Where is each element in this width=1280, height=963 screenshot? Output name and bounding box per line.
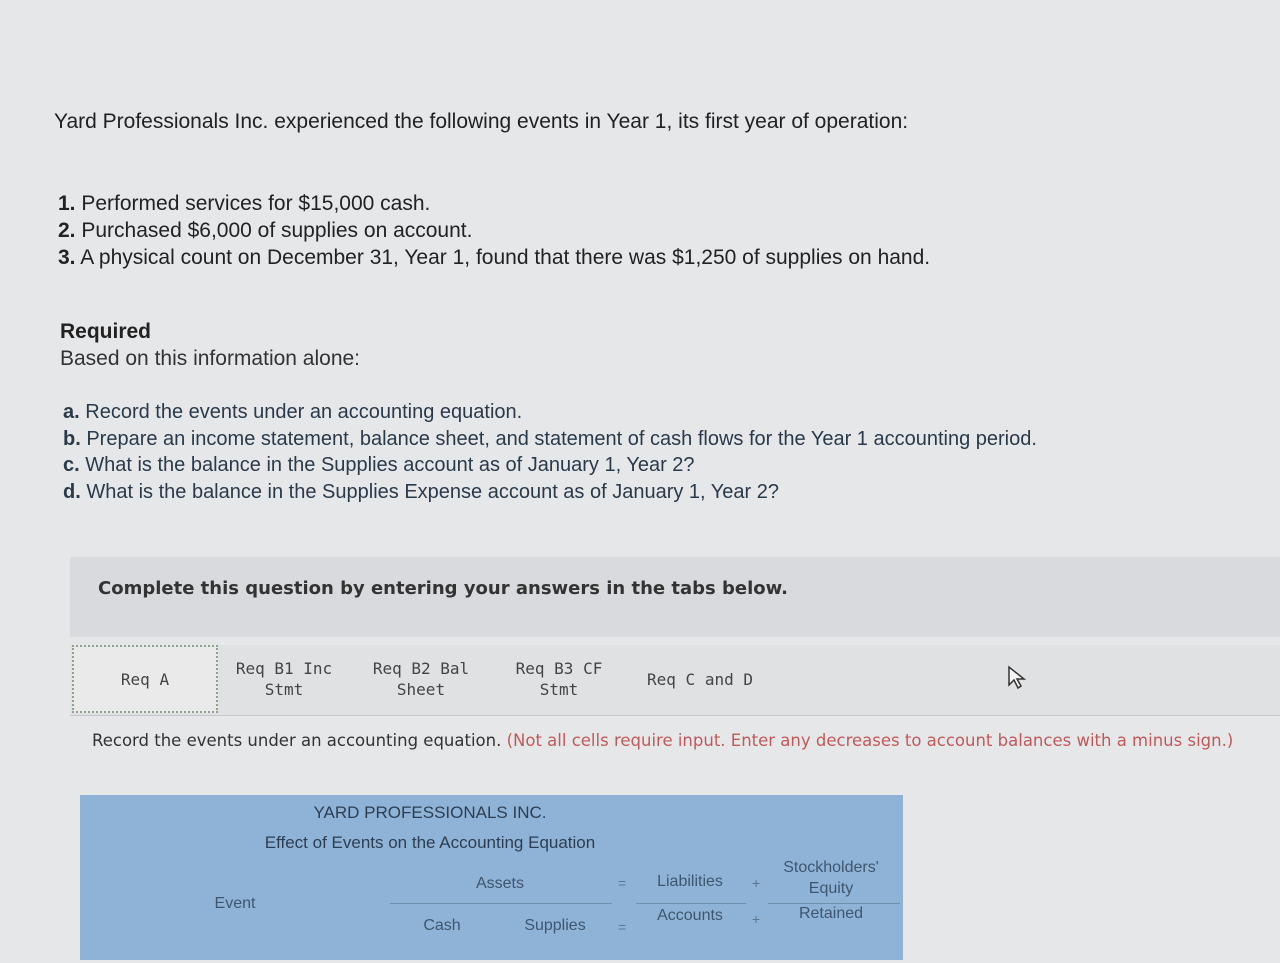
- event-list: [58, 190, 930, 271]
- requirement-text: Prepare an income statement, balance sheet, and statement of cash flows for the Year 1 accounting period.: [86, 427, 1037, 450]
- event-item: [58, 190, 930, 217]
- event-text: A physical count on December 31, Year 1, found that there was $1,250 of supplies on hand.: [80, 246, 931, 269]
- event-number: 1.: [58, 192, 76, 215]
- problem-intro: Yard Professionals Inc. experienced the following events in Year 1, its first year of operation:: [54, 110, 909, 133]
- panel-instruction: Complete this question by entering your answers in the tabs below.: [98, 578, 788, 599]
- requirement-text: What is the balance in the Supplies Expense account as of January 1, Year 2?: [86, 480, 780, 503]
- retained-header: Retained: [798, 905, 864, 922]
- instruction-note: (Not all cells require input. Enter any decreases to account balances with a minus sign.): [506, 731, 1234, 750]
- event-text: Performed services for $15,000 cash.: [81, 192, 431, 215]
- requirement-letter: b.: [63, 427, 81, 450]
- requirement-item: [63, 399, 1037, 426]
- event-text: Purchased $6,000 of supplies on account.: [81, 219, 473, 242]
- assets-underline: [390, 903, 612, 904]
- requirement-item: [63, 426, 1037, 453]
- tab-req-b2[interactable]: Req B2 Bal Sheet: [372, 659, 470, 699]
- accounts-header: Accounts: [657, 907, 723, 924]
- requirement-list: [63, 399, 1037, 505]
- mouse-pointer-icon: [1006, 665, 1028, 691]
- equity-header: Stockholders' Equity: [783, 859, 879, 897]
- required-subtitle: Based on this information alone:: [60, 347, 361, 370]
- tab-req-a[interactable]: Req A: [72, 645, 218, 713]
- tab-req-b3[interactable]: Req B3 CF Stmt: [515, 659, 603, 699]
- event-column-header: Event: [214, 895, 256, 912]
- plus-sign: +: [752, 875, 761, 891]
- event-item: [58, 244, 930, 271]
- assets-header: Assets: [475, 875, 524, 892]
- accounting-equation-table: [80, 795, 903, 960]
- required-title: Required: [60, 320, 152, 343]
- event-number: 2.: [58, 219, 76, 242]
- cash-header: Cash: [423, 917, 461, 934]
- event-item: [58, 217, 930, 244]
- equals-sign-2: =: [618, 919, 627, 935]
- requirement-text: What is the balance in the Supplies account as of January 1, Year 2?: [85, 454, 695, 476]
- tab-req-c-d[interactable]: Req C and D: [647, 669, 753, 689]
- requirement-text: Record the events under an accounting equation.: [85, 401, 523, 423]
- instruction-main: Record the events under an accounting equation.: [92, 731, 502, 750]
- plus-sign-2: +: [752, 911, 761, 927]
- liabilities-header: Liabilities: [657, 873, 723, 890]
- supplies-header: Supplies: [524, 917, 586, 934]
- requirement-letter: c.: [63, 454, 80, 476]
- table-header-row: [80, 859, 903, 963]
- liabilities-underline: [636, 903, 746, 904]
- tab-bar: [70, 645, 1280, 716]
- equity-underline: [768, 903, 900, 904]
- requirement-letter: d.: [63, 480, 81, 503]
- requirement-item: [63, 479, 1037, 506]
- tab-req-b1[interactable]: Req B1 Inc Stmt: [235, 659, 333, 699]
- table-company-name: YARD PROFESSIONALS INC.: [313, 803, 547, 822]
- requirement-item: [63, 452, 1037, 479]
- event-number: 3.: [58, 246, 76, 269]
- instructions: [92, 730, 1262, 752]
- table-heading: Effect of Events on the Accounting Equation: [264, 833, 596, 852]
- requirement-letter: a.: [63, 401, 80, 423]
- equals-sign: =: [618, 875, 627, 891]
